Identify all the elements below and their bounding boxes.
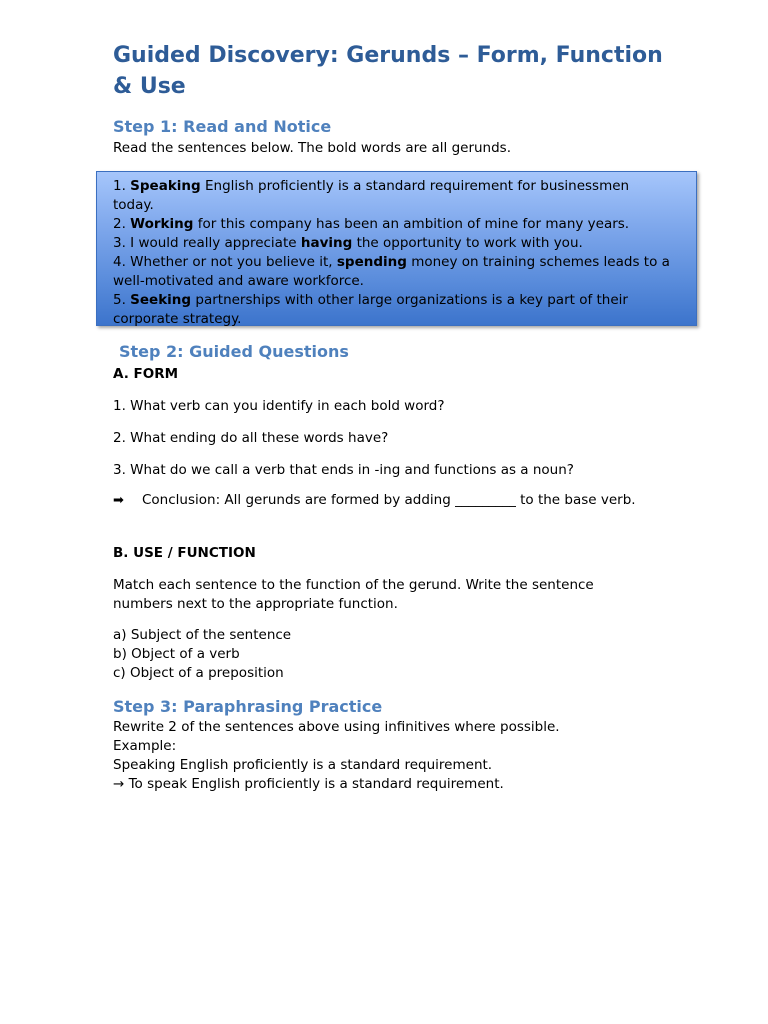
example-sentence: 3. I would really appreciate having the opportunity to work with you. xyxy=(113,235,583,251)
arrow-icon: ➡ xyxy=(113,493,124,508)
example-sentence: 2. Working for this company has been an ambition of mine for many years. xyxy=(113,216,630,232)
step1-intro: Read the sentences below. The bold words are all gerunds. xyxy=(113,140,511,156)
step3-heading: Step 3: Paraphrasing Practice xyxy=(113,697,383,716)
example-sentence: 4. Whether or not you believe it, spending money on training schemes leads to a well-motivated and aware workforce. xyxy=(113,254,670,289)
question-3: 3. What do we call a verb that ends in -ing and functions as a noun? xyxy=(113,462,574,478)
step1-heading: Step 1: Read and Notice xyxy=(113,117,332,136)
step3-instruction: Rewrite 2 of the sentences above using infinitives where possible. xyxy=(113,719,560,735)
option-a: a) Subject of the sentence xyxy=(113,627,292,643)
use-function-label: B. USE / FUNCTION xyxy=(113,545,256,561)
example-sentence: 5. Seeking partnerships with other large organizations is a key part of their corporate strategy. xyxy=(113,292,628,327)
form-label: A. FORM xyxy=(113,366,179,382)
example-answer-infinitive: → To speak English proficiently is a standard requirement. xyxy=(113,776,504,792)
example-sentences-box xyxy=(96,171,697,326)
match-instruction: Match each sentence to the function of the gerund. Write the sentence numbers next to the appropriate function. xyxy=(113,577,594,612)
option-b: b) Object of a verb xyxy=(113,646,240,662)
question-2: 2. What ending do all these words have? xyxy=(113,430,389,446)
question-1: 1. What verb can you identify in each bold word? xyxy=(113,398,445,414)
example-sentence-gerund: Speaking English proficiently is a standard requirement. xyxy=(113,757,493,773)
document-title: Guided Discovery: Gerunds – Form, Function & Use xyxy=(113,43,663,99)
step2-heading: Step 2: Guided Questions xyxy=(119,342,349,361)
conclusion-line xyxy=(113,491,636,510)
option-c: c) Object of a preposition xyxy=(113,665,284,681)
example-sentence: 1. Speaking English proficiently is a standard requirement for businessmen today. xyxy=(113,178,630,213)
conclusion-text: Conclusion: All gerunds are formed by adding _________ to the base verb. xyxy=(142,492,636,508)
example-label: Example: xyxy=(113,738,177,754)
